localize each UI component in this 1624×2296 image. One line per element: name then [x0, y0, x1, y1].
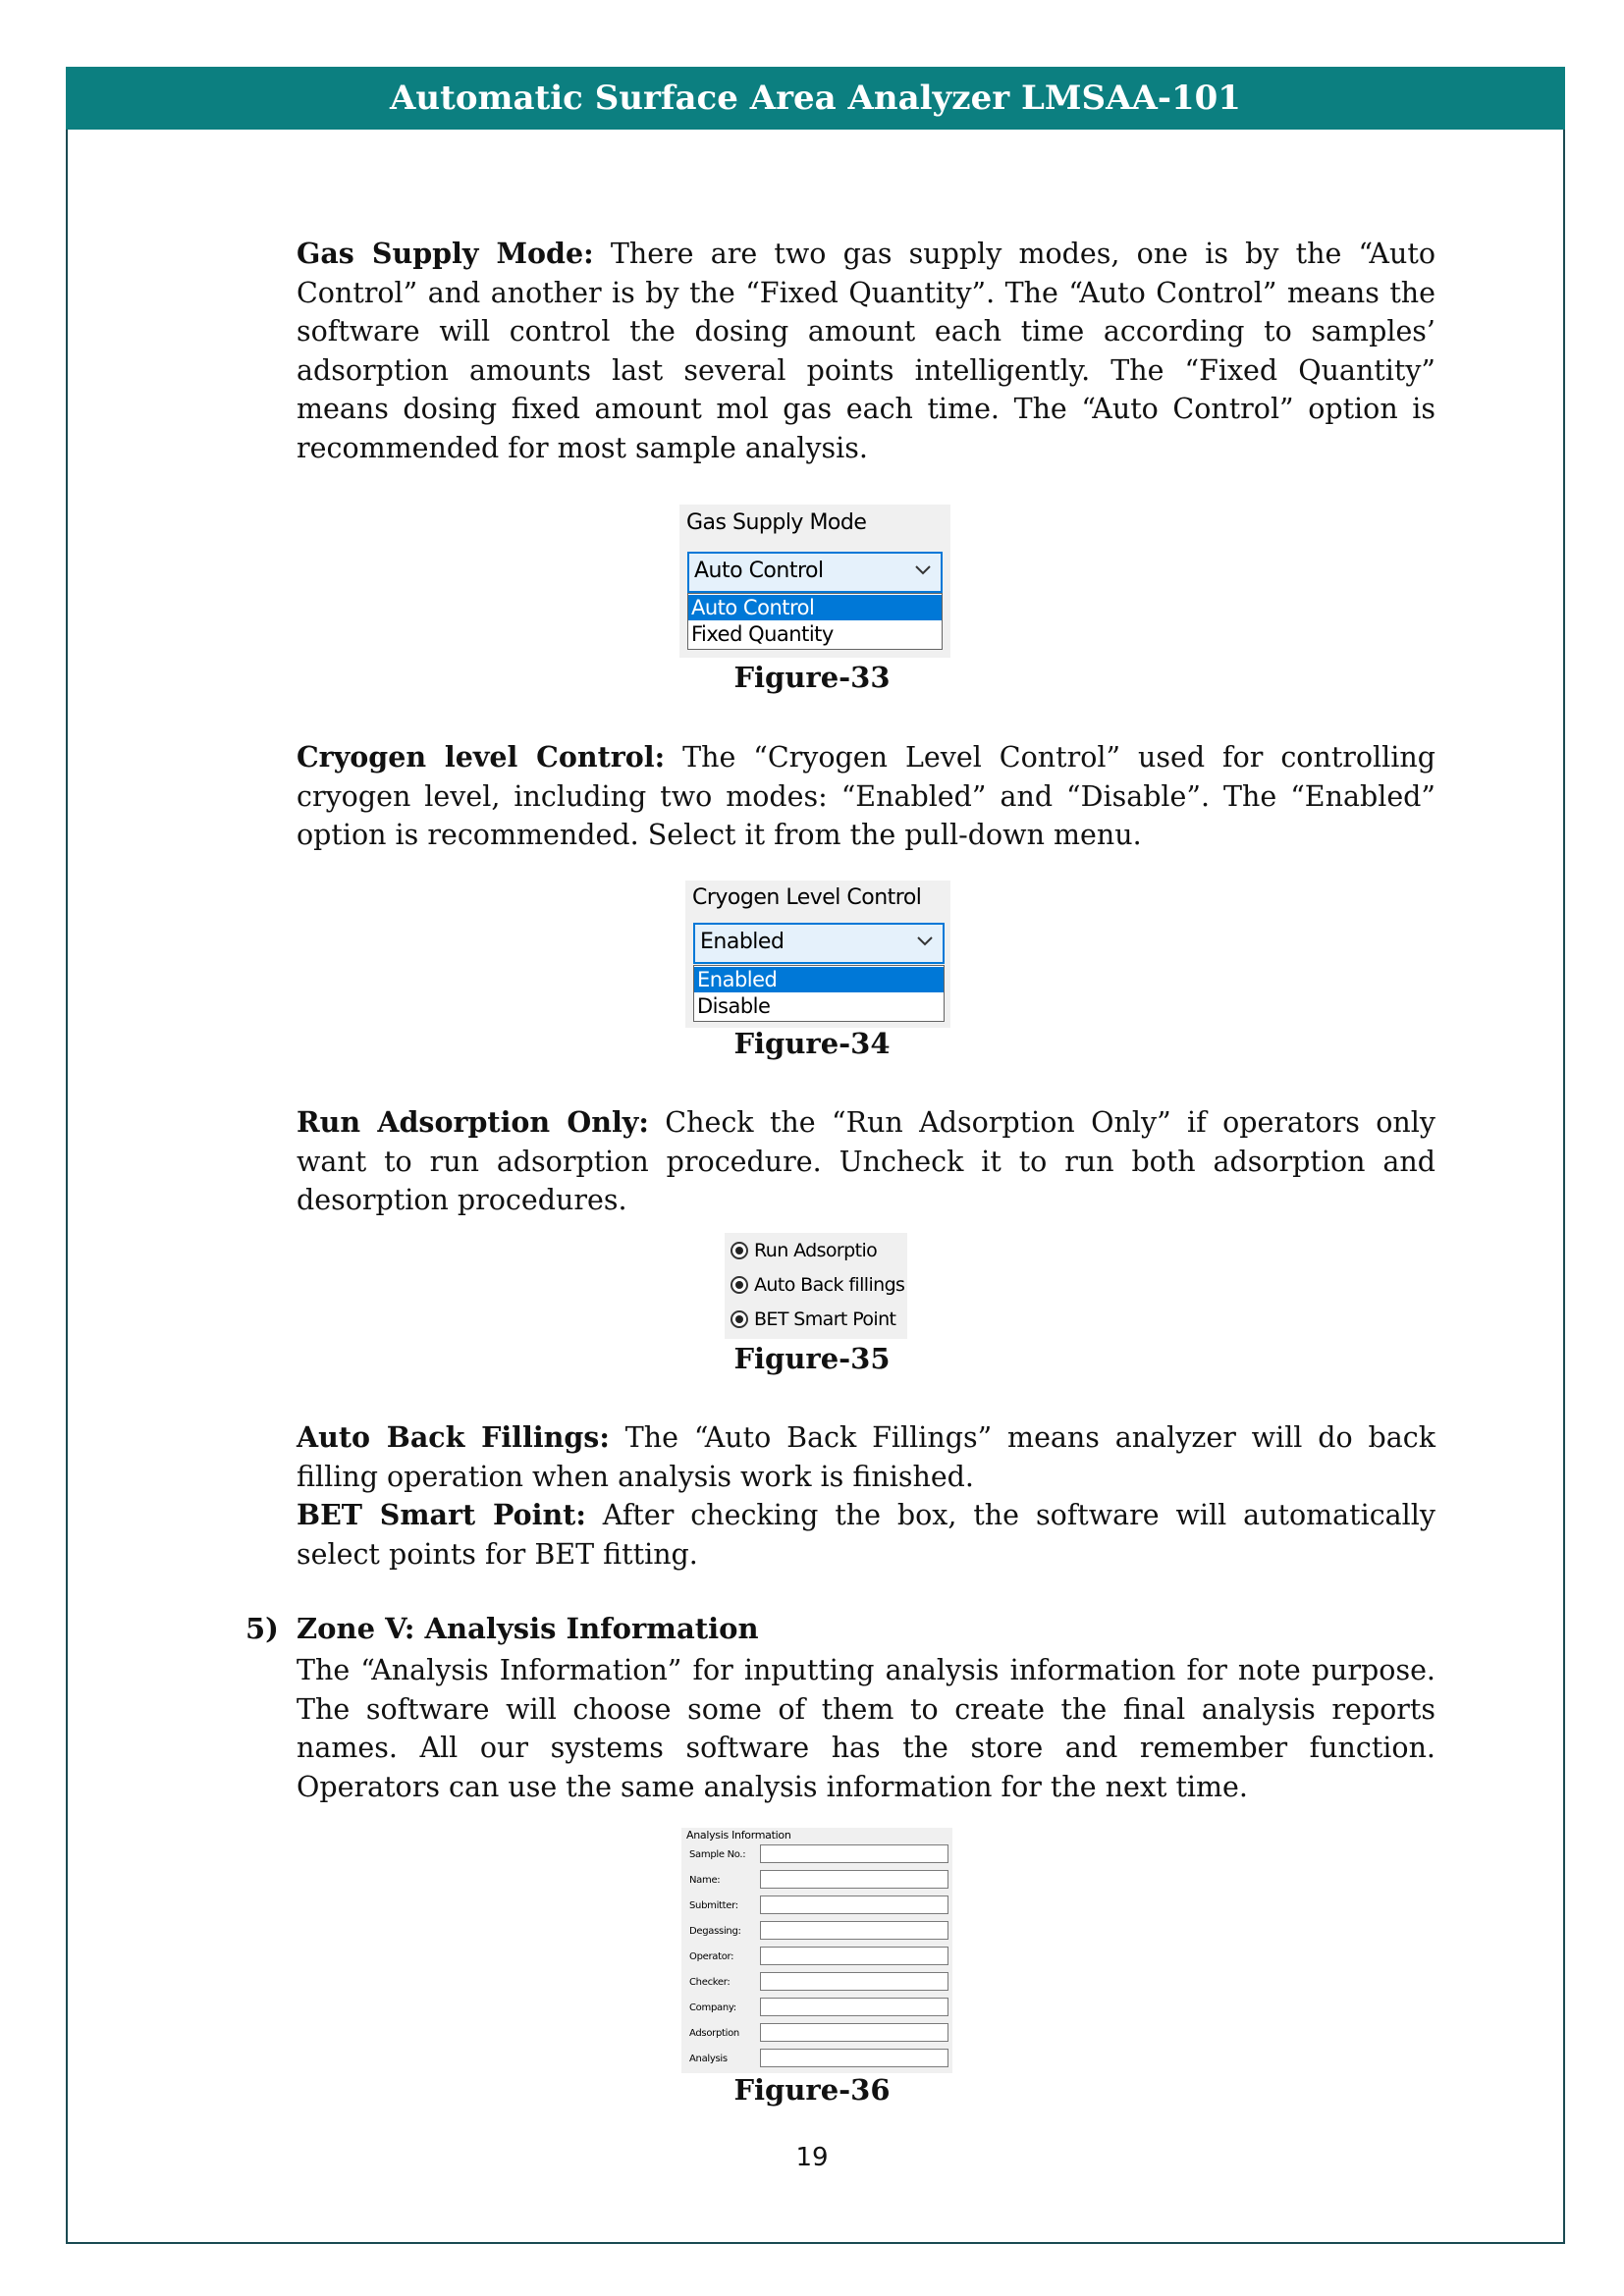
field-label: Sample No.: [689, 1849, 746, 1860]
gas-supply-mode-widget [679, 505, 950, 658]
gas-supply-mode-title: Gas Supply Mode [686, 510, 867, 535]
gas-supply-mode-combobox[interactable] [687, 552, 943, 593]
section-heading: Zone V: Analysis Information [297, 1612, 759, 1645]
dropdown-option-auto-control[interactable]: Auto Control [688, 595, 942, 620]
run-adsorption-text: Check the “Run Adsorption Only” if operators only want to run adsorption procedure. Uncheck it to run both adsorption and desorption procedures. [297, 1106, 1436, 1216]
field-label: Operator: [689, 1951, 734, 1962]
auto-back-fillings-paragraph [297, 1418, 1435, 1496]
radio-selected-icon[interactable] [731, 1310, 748, 1328]
cryogen-level-control-widget [685, 881, 950, 1028]
analysis-options-widget [725, 1233, 907, 1339]
field-label: Submitter: [689, 1900, 738, 1911]
field-label: Company: [689, 2002, 736, 2013]
bet-smart-point-term: BET Smart Point: [297, 1498, 586, 1531]
dropdown-option-fixed-quantity[interactable]: Fixed Quantity [691, 622, 834, 646]
cryogen-term: Cryogen level Control: [297, 740, 666, 774]
figure-35-caption: Figure-35 [733, 1342, 891, 1375]
field-operator [681, 1944, 952, 1969]
analysis-information-title: Analysis Information [686, 1829, 791, 1842]
section-number: 5) [245, 1612, 279, 1645]
field-checker [681, 1969, 952, 1995]
analysis-information-widget [681, 1828, 952, 2073]
gas-supply-mode-selected: Auto Control [694, 559, 824, 583]
bet-smart-point-text: After checking the box, the software will automatically select points for BET fitting. [297, 1499, 1435, 1571]
analysis-input[interactable] [760, 2049, 948, 2067]
adsorption-input[interactable] [760, 2023, 948, 2042]
operator-input[interactable] [760, 1947, 948, 1965]
cryogen-text: The “Cryogen Level Control” used for controlling cryogen level, including two modes: “Enabled” and “Disable”. The “Enabled” option is recommended. Select it from the pull-down menu. [297, 741, 1435, 851]
figure-34-caption: Figure-34 [733, 1027, 891, 1060]
cryogen-level-control-selected: Enabled [700, 930, 785, 954]
gas-supply-term: Gas Supply Mode: [297, 237, 594, 270]
field-label: Degassing: [689, 1926, 741, 1937]
chevron-down-icon [915, 565, 931, 575]
auto-back-fillings-text: The “Auto Back Fillings” means analyzer will do back filling operation when analysis work is finished. [297, 1421, 1436, 1493]
gas-supply-mode-dropdown [687, 593, 943, 650]
page-number: 19 [795, 2143, 829, 2172]
field-degassing [681, 1918, 952, 1944]
run-adsorption-term: Run Adsorption Only: [297, 1105, 649, 1139]
cryogen-level-control-title: Cryogen Level Control [692, 885, 922, 910]
company-input[interactable] [760, 1998, 948, 2016]
submitter-input[interactable] [760, 1896, 948, 1914]
field-label: Analysis [689, 2054, 728, 2064]
page-header: Automatic Surface Area Analyzer LMSAA-101 [66, 67, 1565, 130]
radio-selected-icon[interactable] [731, 1242, 748, 1259]
auto-back-fillings-term: Auto Back Fillings: [297, 1420, 610, 1454]
dropdown-option-disable[interactable]: Disable [697, 994, 771, 1018]
run-adsorption-paragraph [297, 1103, 1435, 1220]
bet-smart-point-label: BET Smart Point [754, 1308, 896, 1330]
radio-selected-icon[interactable] [731, 1276, 748, 1294]
field-submitter [681, 1893, 952, 1918]
figure-33-caption: Figure-33 [733, 661, 891, 694]
field-sample-no [681, 1842, 952, 1867]
chevron-down-icon [917, 936, 933, 946]
name-input[interactable] [760, 1870, 948, 1889]
checker-input[interactable] [760, 1972, 948, 1991]
cryogen-level-control-dropdown [693, 965, 945, 1022]
cryogen-paragraph [297, 738, 1435, 855]
field-label: Name: [689, 1875, 721, 1886]
field-label: Adsorption [689, 2028, 739, 2039]
cryogen-level-control-combobox[interactable] [693, 923, 945, 964]
zone-v-paragraph: The “Analysis Information” for inputting analysis information for note purpose. The software will choose some of them to create the final analysis reports names. All our systems software has the store and remember function. Operators can use the same analysis information for the next time. [297, 1654, 1435, 1803]
field-name [681, 1867, 952, 1893]
sample-no-input[interactable] [760, 1844, 948, 1863]
degassing-input[interactable] [760, 1921, 948, 1940]
run-adsorption-label: Run Adsorptio [754, 1240, 878, 1261]
bet-smart-point-paragraph [297, 1496, 1435, 1574]
figure-36-caption: Figure-36 [733, 2073, 891, 2107]
field-adsorption [681, 2020, 952, 2046]
gas-supply-paragraph [297, 235, 1435, 467]
field-analysis [681, 2046, 952, 2071]
dropdown-option-enabled[interactable]: Enabled [694, 967, 944, 992]
gas-supply-text: There are two gas supply modes, one is by the “Auto Control” and another is by the “Fixed Quantity”. The “Auto Control” means the software will control the dosing amount each time according to samples’ adsorption amounts last several points intelligently. The “Fixed Quantity” means dosing fixed amount mol gas each time. The “Auto Control” option is recommended for most sample analysis. [297, 238, 1435, 464]
auto-back-fillings-label: Auto Back fillings [754, 1274, 905, 1296]
field-label: Checker: [689, 1977, 731, 1988]
field-company [681, 1995, 952, 2020]
